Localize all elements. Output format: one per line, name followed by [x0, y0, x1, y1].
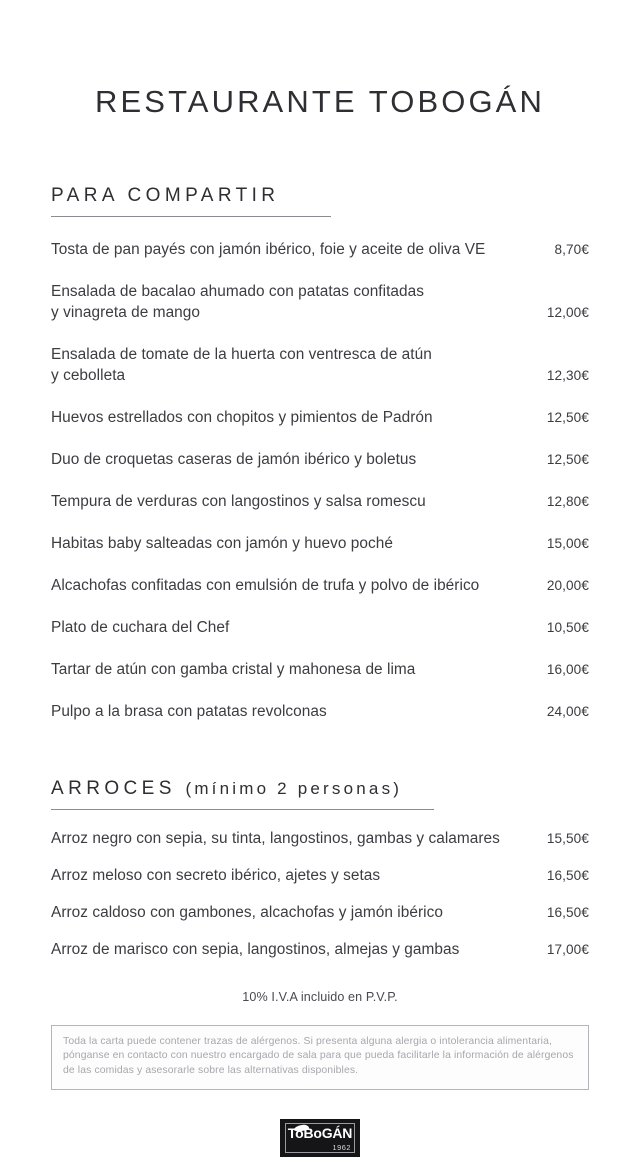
menu-section-para-compartir [51, 117, 589, 722]
menu-item-price: 12,30€ [546, 367, 589, 383]
menu-item-name [51, 344, 432, 386]
section-heading-arroces [51, 779, 589, 800]
menu-item-name-line: Ensalada de bacalao ahumado con patatas confitadas [51, 282, 425, 300]
menu-item-price: 15,50€ [546, 830, 589, 846]
menu-item-name [51, 491, 426, 512]
menu-item-price: 16,00€ [546, 661, 589, 677]
menu-item-price: 20,00€ [546, 577, 589, 593]
menu-item [51, 344, 589, 386]
section-heading-para-compartir [51, 186, 589, 207]
menu-item-name [51, 449, 416, 470]
menu-item-price: 12,80€ [546, 493, 589, 509]
menu-item-name-line: Tartar de atún con gamba cristal y mahonesa de lima [51, 660, 416, 678]
section-heading-main: ARROCES [51, 777, 176, 799]
footer-logo-area [51, 1090, 589, 1157]
menu-item-name-line: Tempura de verduras con langostinos y salsa romescu [51, 492, 426, 510]
menu-item-name [51, 865, 380, 886]
menu-item-name-line: Plato de cuchara del Chef [51, 618, 230, 636]
allergen-notice-box [51, 1025, 589, 1090]
menu-item-name-line: Tosta de pan payés con jamón ibérico, foie y aceite de oliva VE [51, 240, 486, 258]
menu-item [51, 939, 589, 960]
menu-item-name-line: y cebolleta [51, 366, 126, 384]
section-divider [51, 809, 434, 810]
menu-item-name [51, 281, 424, 323]
menu-item-price: 12,50€ [546, 451, 589, 467]
menu-item-price: 10,50€ [546, 619, 589, 635]
menu-item-price: 12,50€ [546, 409, 589, 425]
menu-item [51, 533, 589, 554]
logo-wordmark: ToBoGÁN [287, 1124, 353, 1141]
menu-item [51, 491, 589, 512]
menu-item [51, 239, 589, 260]
iva-note: 10% I.V.A incluido en P.V.P. [242, 989, 398, 1004]
menu-item-name [51, 701, 327, 722]
menu-item-name [51, 239, 485, 260]
section-heading-main: PARA COMPARTIR [51, 185, 280, 206]
menu-item-price: 16,50€ [546, 867, 589, 883]
page-title: RESTAURANTE TOBOGÁN [95, 84, 545, 119]
menu-item-list-para-compartir [51, 239, 589, 722]
menu-item-name-line: Arroz meloso con secreto ibérico, ajetes y setas [51, 866, 381, 884]
menu-item-name [51, 902, 443, 923]
menu-item [51, 902, 589, 923]
section-heading-subtitle: (mínimo 2 personas) [185, 778, 403, 798]
menu-item-price: 16,50€ [546, 904, 589, 920]
menu-item-price: 24,00€ [546, 703, 589, 719]
menu-item [51, 659, 589, 680]
menu-item-price: 12,00€ [546, 304, 589, 320]
menu-item-name [51, 828, 500, 849]
allergen-notice-text: Toda la carta puede contener trazas de alérgenos. Si presenta alguna alergia o intolerancia alimentaria, pónganse en contacto con nuestro encargado de sala para que pueda facilitarle la información de alérgenos de las comidas y asesorarle sobre las alternativas disponibles. [63, 1035, 574, 1076]
menu-item [51, 575, 589, 596]
menu-item [51, 281, 589, 323]
menu-item-name-line: Arroz caldoso con gambones, alcachofas y jamón ibérico [51, 903, 443, 921]
menu-item-price: 17,00€ [546, 941, 589, 957]
menu-item-list-arroces [51, 828, 589, 960]
menu-item-name-line: y vinagreta de mango [51, 303, 201, 321]
menu-item [51, 617, 589, 638]
menu-item-name-line: Duo de croquetas caseras de jamón ibérico y boletus [51, 450, 417, 468]
menu-item [51, 449, 589, 470]
menu-item-name [51, 407, 433, 428]
menu-item-name-line: Arroz de marisco con sepia, langostinos, almejas y gambas [51, 940, 460, 958]
menu-item-name-line: Huevos estrellados con chopitos y pimientos de Padrón [51, 408, 433, 426]
menu-item-price: 8,70€ [554, 241, 589, 257]
menu-item-name-line: Habitas baby salteadas con jamón y huevo poché [51, 534, 393, 552]
menu-item [51, 701, 589, 722]
tobogan-logo [280, 1119, 360, 1157]
menu-item-name [51, 939, 459, 960]
menu-section-arroces [51, 722, 589, 960]
logo-year: 1962 [332, 1143, 351, 1153]
menu-item-name [51, 533, 393, 554]
menu-item-name [51, 617, 229, 638]
menu-item-name-line: Ensalada de tomate de la huerta con ventresca de atún [51, 345, 432, 363]
menu-item-name [51, 575, 479, 596]
menu-item-name [51, 659, 415, 680]
menu-item-name-line: Alcachofas confitadas con emulsión de trufa y polvo de ibérico [51, 576, 480, 594]
menu-item-price: 15,00€ [546, 535, 589, 551]
section-divider [51, 216, 331, 217]
menu-item-name-line: Arroz negro con sepia, su tinta, langostinos, gambas y calamares [51, 829, 500, 847]
menu-item [51, 828, 589, 849]
menu-item-name-line: Pulpo a la brasa con patatas revolconas [51, 702, 327, 720]
menu-item [51, 407, 589, 428]
menu-item [51, 865, 589, 886]
